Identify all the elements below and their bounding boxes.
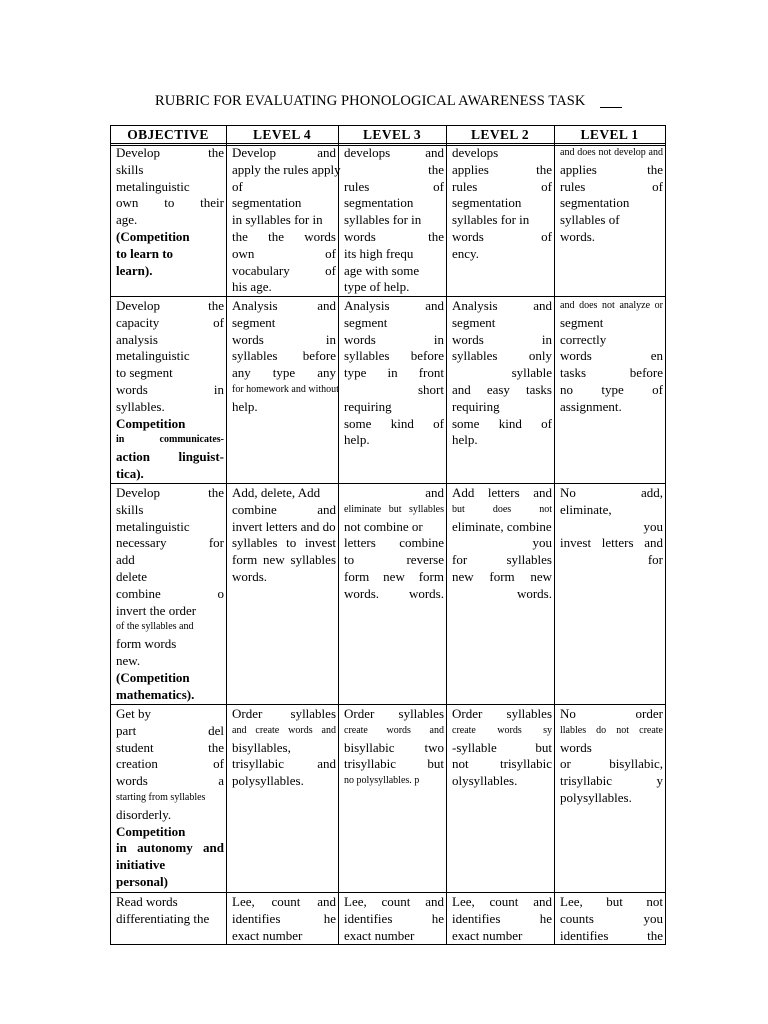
cell-line: words [560,739,592,755]
cell-line: words of [452,228,552,244]
cell-line: trisyllabic y [560,773,663,789]
cell-line: ency. [452,245,479,261]
header-level-1: LEVEL 1 [580,127,639,142]
cell-level-2-row-1 [452,145,552,263]
cell-line: rules of [452,178,552,194]
cell-level-2-row-3 [452,485,552,603]
cell-line: age with some [344,262,420,278]
cell-line: No add, [560,485,663,500]
cell-line: correctly [560,331,607,347]
cell-line: syllable [511,365,552,381]
cell-line: in syllables for in [232,212,323,228]
cell-line: Develop the [116,298,224,313]
cell-line: its high frequ [344,245,414,261]
cell-level-1-row-5 [560,894,663,944]
cell-line: and does not develop and [560,147,663,158]
cell-level-4-row-1 [232,145,341,296]
cell-line: No order [560,706,663,721]
cell-line: Get by [116,706,152,721]
cell-line: (Competition [116,228,190,244]
cell-line: trisyllabic but [344,756,444,772]
col-divider-2 [338,125,339,945]
cell-line: develops and [344,145,444,160]
cell-line: identifies he [232,910,336,926]
cell-line: words. [232,568,268,584]
cell-line: Lee, count and [452,894,552,909]
cell-line: necessary for [116,535,224,551]
cell-line: invert the order [116,602,197,618]
cell-line: and does not analyze or [560,300,663,311]
cell-level-4-row-4 [232,706,336,790]
header-level-2: LEVEL 2 [471,127,529,142]
row-divider-3 [110,704,666,705]
cell-line: segmentation [344,195,414,211]
cell-line: eliminate, combine [452,518,552,534]
cell-line: Lee, count and [232,894,336,909]
cell-line: rules of [344,178,444,194]
cell-line: identifies he [452,910,552,926]
col-divider-4 [554,125,555,945]
cell-line: type of help. [344,279,410,295]
cell-line: segment [560,314,604,330]
cell-line: but does not [452,503,552,515]
cell-line: combine o [116,585,224,601]
cell-line: applies the [452,161,552,177]
cell-line: exact number [232,927,303,943]
cell-line: new form new [452,568,552,584]
cell-line: develops [452,145,499,160]
cell-objective-row-3 [116,485,224,703]
cell-line: Lee, but not [560,894,663,909]
cell-line: form new syllables [232,552,336,568]
cell-level-3-row-2 [344,298,444,449]
cell-line: words en [560,348,663,364]
cell-line: trisyllabic and [232,756,336,772]
cell-objective-row-2 [116,298,224,483]
cell-line: words in [232,331,336,347]
cell-line: help. [232,398,258,414]
cell-line: some kind of [344,415,444,431]
cell-line: syllables of [560,212,620,228]
col-border-right [665,125,666,945]
cell-line: apply the rules apply [232,161,341,177]
cell-line: part del [116,722,224,738]
cell-line: any type any [232,365,336,381]
cell-line: syllables for in [452,212,530,228]
cell-level-2-row-2 [452,298,552,449]
rubric-table [110,125,666,945]
cell-line: skills [116,161,144,177]
cell-line: eliminate, [560,501,612,517]
cell-line: words the [344,228,444,244]
cell-line: syllables to invest [232,535,336,551]
cell-line: creation of [116,756,224,772]
cell-line: Competition [116,823,186,839]
cell-line: form new form [344,568,444,584]
cell-line: words in [452,331,552,347]
cell-line: Add, delete, Add [232,485,321,500]
title-underline [600,107,622,108]
cell-level-3-row-1 [344,145,444,296]
cell-line: Competition [116,415,186,431]
cell-line: some kind of [452,415,552,431]
cell-line [560,586,663,603]
cell-line: rules of [560,178,663,194]
cell-level-4-row-3 [232,485,336,586]
cell-level-1-row-2 [560,298,663,416]
cell-line: bisyllables, [232,739,291,755]
cell-line: syllables only [452,348,552,364]
cell-level-2-row-5 [452,894,552,944]
cell-line: tasks before [560,365,663,381]
cell-line: Develop and [232,145,336,160]
cell-line: syllables. [116,398,165,414]
col-divider-1 [226,125,227,945]
cell-level-4-row-5 [232,894,336,944]
cell-line [560,569,663,586]
cell-line: exact number [452,927,523,943]
cell-line: words. [560,228,596,244]
header-level-3: LEVEL 3 [363,127,421,142]
cell-line: no polysyllables. p [344,775,420,787]
cell-line: words in [344,331,444,347]
cell-line: segmentation [232,195,302,211]
cell-line: olysyllables. [452,773,518,789]
cell-line: invert letters and do [232,518,336,534]
cell-line: and create words and [232,724,336,736]
cell-line: segment [344,314,388,330]
cell-line: action linguist- [116,449,224,465]
cell-line: differentiating the [116,910,210,926]
cell-line: letters combine [344,535,444,551]
cell-line: disorderly. [116,806,172,822]
cell-objective-row-4 [116,706,224,891]
cell-line: and easy tasks [452,381,552,397]
cell-line: Lee, count and [344,894,444,909]
cell-line: new. [116,652,141,668]
cell-line: help. [344,432,370,448]
cell-line: combine and [232,501,336,517]
cell-line: to reverse [344,552,444,568]
cell-objective-row-1 [116,145,224,279]
cell-line: starting from syllables [116,791,206,803]
cell-line: tica). [116,465,144,481]
cell-line: add [116,552,135,568]
cell-level-1-row-4 [560,706,663,807]
cell-line: type in front [344,365,444,381]
header-objective: OBJECTIVE [127,127,209,142]
cell-line: of the syllables and [116,621,194,633]
cell-line: capacity of [116,314,224,330]
row-divider-4 [110,892,666,893]
cell-line: (Competition [116,669,190,685]
cell-line: Order syllables [344,706,444,721]
cell-line: to learn to [116,245,174,261]
cell-line: initiative [116,857,166,873]
cell-level-1-row-1 [560,145,663,246]
cell-line: student the [116,739,224,755]
cell-line: words. words. [344,585,444,601]
cell-line: Order syllables [232,706,336,721]
cell-line: in communicates- [116,434,224,446]
cell-line: identifies he [344,910,444,926]
cell-line: Analysis and [232,298,336,313]
cell-line: words in [116,381,224,397]
cell-line: personal) [116,873,168,889]
cell-level-3-row-5 [344,894,444,944]
cell-line: syllables before [232,348,336,364]
cell-line: segment [452,314,496,330]
cell-line: Add letters and [452,485,552,500]
cell-line: own of [232,245,336,261]
cell-line: mathematics). [116,686,195,702]
cell-line: his age. [232,279,272,295]
cell-line: segmentation [452,195,522,211]
cell-line: metalinguistic [116,178,190,194]
cell-line: you [532,535,552,551]
cell-line: invest letters and [560,535,663,551]
cell-line: for [647,552,663,568]
cell-line: assignment. [560,398,622,414]
cell-line: Read words [116,894,178,909]
cell-line: Analysis and [452,298,552,313]
cell-line: bisyllabic two [344,739,444,755]
cell-line: own to their [116,195,224,211]
cell-line: words a [116,773,224,789]
cell-line: syllables before [344,348,444,364]
cell-line: llables do not create [560,724,663,736]
cell-line: help. [452,432,478,448]
cell-line: analysis [116,331,158,347]
cell-line: Develop the [116,145,224,160]
cell-line: metalinguistic [116,518,190,534]
cell-line: exact number [344,927,415,943]
header-level-4: LEVEL 4 [253,127,311,142]
cell-line: words. [516,585,552,601]
cell-line: no type of [560,381,663,397]
cell-line: short [418,381,444,397]
cell-line: form words [116,636,177,652]
cell-line: segment [232,314,276,330]
cell-level-1-row-3 [560,485,663,603]
cell-line: segmentation [560,195,630,211]
cell-line: metalinguistic [116,348,190,364]
cell-line: of [232,178,243,194]
cell-line: applies the [560,161,663,177]
cell-line: create words sy [452,724,552,736]
cell-line: not combine or [344,518,423,534]
cell-line: skills [116,501,144,517]
cell-level-2-row-4 [452,706,552,790]
cell-line: syllables for in [344,212,422,228]
col-divider-3 [446,125,447,945]
page-title: RUBRIC FOR EVALUATING PHONOLOGICAL AWARENESS TASK [155,93,586,109]
cell-line: eliminate but syllables [344,503,444,515]
cell-line: learn). [116,262,153,278]
cell-line: requiring [344,398,392,414]
cell-line: Develop the [116,485,224,500]
cell-level-3-row-4 [344,706,444,790]
row-divider-2 [110,483,666,484]
cell-line: create words and [344,724,444,736]
cell-line: you [643,518,663,534]
cell-line: identifies the [560,927,663,943]
cell-line: vocabulary of [232,262,336,278]
cell-line: requiring [452,398,500,414]
cell-line: and [425,485,444,500]
cell-objective-row-5 [116,894,224,928]
cell-line: Analysis and [344,298,444,313]
cell-line: in autonomy and [116,840,224,856]
cell-line: for syllables [452,552,552,568]
cell-level-3-row-3 [344,485,444,603]
cell-line: for homework and without [232,383,339,395]
cell-line: or bisyllabic, [560,756,663,772]
cell-line: counts you [560,910,663,926]
cell-line: the [428,161,444,177]
cell-line: age. [116,212,138,228]
cell-line: delete [116,568,148,584]
cell-line: not trisyllabic [452,756,552,772]
cell-line: -syllable but [452,739,552,755]
col-border-left [110,125,111,945]
cell-line: polysyllables. [560,789,632,805]
cell-line: polysyllables. [232,773,304,789]
cell-level-4-row-2 [232,298,339,416]
cell-line: the the words [232,228,336,244]
cell-line: Order syllables [452,706,552,721]
cell-line: to segment [116,365,173,381]
